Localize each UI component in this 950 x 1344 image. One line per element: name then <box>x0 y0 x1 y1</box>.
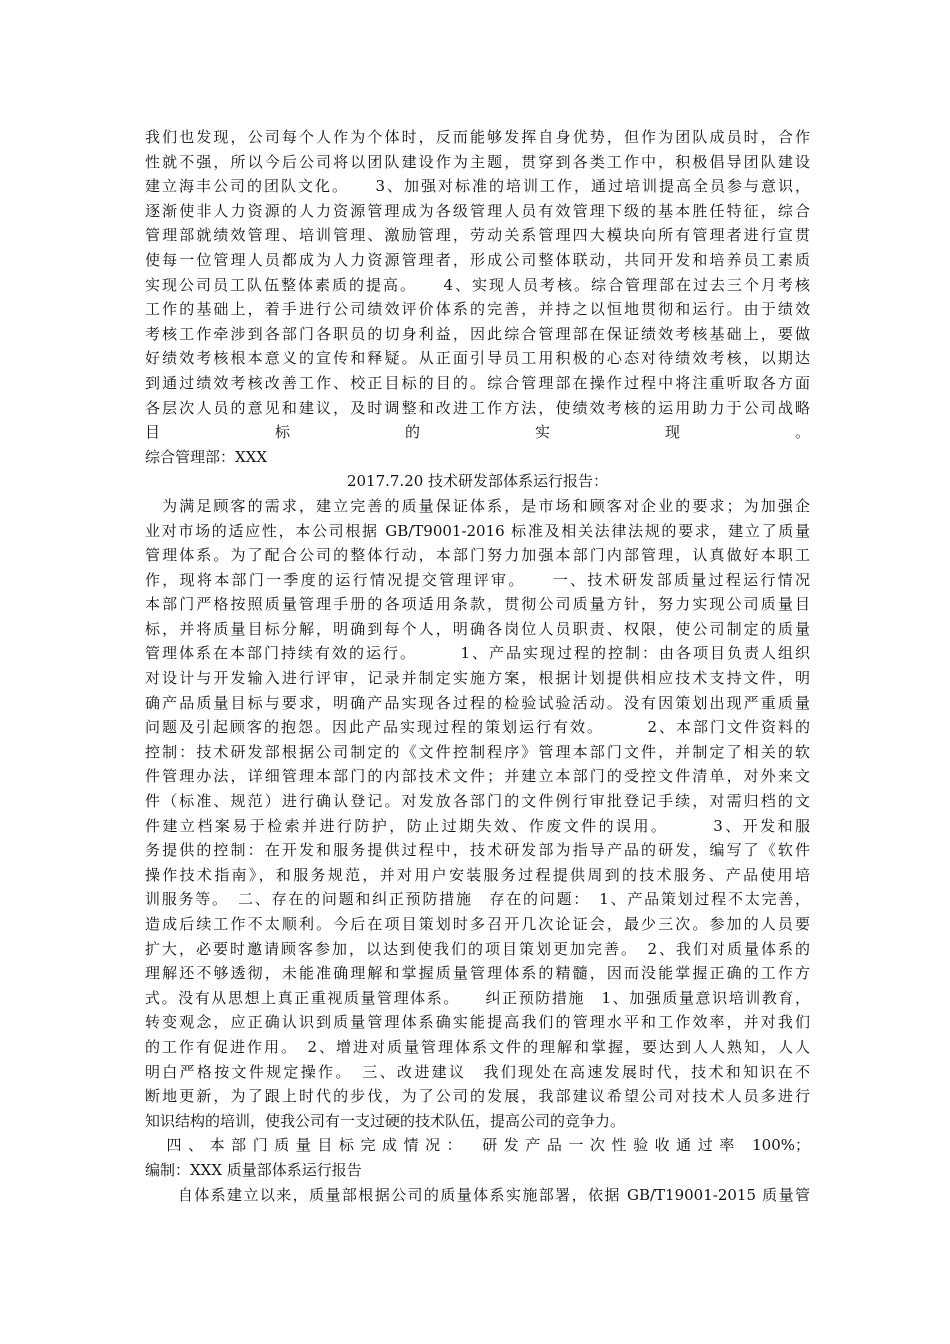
document-text-line: 件建立档案易于检索并进行防护，防止过期失效、作废文件的误用。 3、开发和服 <box>145 816 810 835</box>
document-page <box>145 125 810 1207</box>
document-text-line: 知识结构的培训，使我公司有一支过硬的技术队伍，提高公司的竞争力。 <box>145 1111 626 1130</box>
document-text-line: 的工作有促进作用。 2、增进对质量管理体系文件的理解和掌握，要达到人人熟知，人人 <box>145 1037 810 1056</box>
document-text-line: 管理体系。为了配合公司的整体行动，本部门努力加强本部门内部管理，认真做好本职工 <box>145 546 810 565</box>
document-text-line: 扩大，必要时邀请顾客参加，以达到使我们的项目策划更加完善。 2、我们对质量体系的 <box>145 939 810 958</box>
document-text-line: 造成后续工作不太顺利。今后在项目策划时多召开几次论证会，最少三次。参加的人员要 <box>145 915 810 933</box>
document-text-line: 管理部就绩效管理、培训管理、激励管理，劳动关系管理四大模块向所有管理者进行宣贯 <box>145 226 810 245</box>
document-text-line: 作，现将本部门一季度的运行情况提交管理评审。 一、技术研发部质量过程运行情况 <box>145 570 810 589</box>
document-text-line: 断地更新，为了跟上时代的步伐，为了公司的发展，我部建议希望公司对技术人员多进行 <box>145 1087 810 1106</box>
document-text-line: 考核工作牵涉到各部门各职员的切身利益，因此综合管理部在保证绩效考核基础上，要做 <box>145 324 810 343</box>
document-text-line: 编制：XXX 质量部体系运行报告 <box>145 1160 362 1179</box>
document-text-line: 目 标 的 实 现 。 <box>145 423 810 442</box>
document-text-line: 件（标准、规范）进行确认登记。对发放各部门的文件例行审批登记手续，对需归档的文 <box>145 792 810 811</box>
document-text-line: 好绩效考核根本意义的宣传和释疑。从正面引导员工用积极的心态对待绩效考核，以期达 <box>145 349 810 368</box>
document-text-line: 工作的基础上，着手进行公司绩效评价体系的完善，并持之以恒地贯彻和运行。由于绩效 <box>145 300 810 319</box>
document-text-line: 综合管理部：XXX <box>145 447 268 466</box>
document-text-line: 到通过绩效考核改善工作、校正目标的目的。综合管理部在操作过程中将注重听取各方面 <box>145 373 810 392</box>
document-text-line: 标，并将质量目标分解，明确到每个人，明确各岗位人员职责、权限，使公司制定的质量 <box>145 619 810 638</box>
document-text-line: 各层次人员的意见和建议，及时调整和改进工作方法，使绩效考核的运用助力于公司战略 <box>145 398 810 417</box>
document-text-line: 使每一位管理人员都成为人力资源管理者，形成公司整体联动，共同开发和培养员工素质 <box>145 250 810 269</box>
document-text-line: 式。没有从思想上真正重视质量管理体系。 纠正预防措施 1、加强质量意识培训教育， <box>145 988 810 1007</box>
document-text-line: 转变观念，应正确认识到质量管理体系确实能提高我们的管理水平和工作效率，并对我们 <box>145 1013 810 1032</box>
document-text-line: 建立海丰公司的团队文化。 3、加强对标准的培训工作，通过培训提高全员参与意识， <box>145 177 810 196</box>
document-text-line: 性就不强，所以今后公司将以团队建设作为主题，贯穿到各类工作中，积极倡导团队建设 <box>145 152 810 171</box>
document-text-line: 四、本部门质量目标完成情况： 研发产品一次性验收通过率 100%； <box>145 1136 810 1155</box>
document-text-line: 逐渐使非人力资源的人力资源管理成为各级管理人员有效管理下级的基本胜任特征，综合 <box>145 201 810 220</box>
document-text-line: 对设计与开发输入进行评审，记录并制定实施方案，根据计划提供相应技术支持文件，明 <box>145 669 810 688</box>
document-text-line: 本部门严格按照质量管理手册的各项适用条款，贯彻公司质量方针，努力实现公司质量目 <box>145 595 810 614</box>
document-text-line: 确产品质量目标与要求，明确产品实现各过程的检验试验活动。没有因策划出现严重质量 <box>145 693 810 712</box>
document-text-line: 务提供的控制：在开发和服务提供过程中，技术研发部为指导产品的研发，编写了《软件 <box>145 841 810 860</box>
document-text-line: 训服务等。 二、存在的问题和纠正预防措施 存在的问题： 1、产品策划过程不太完善， <box>145 890 810 909</box>
document-text-line: 业对市场的适应性，本公司根据 GB/T9001-2016 标准及相关法律法规的要求，建立了质量 <box>145 521 810 540</box>
document-text-line: 操作技术指南》，和服务规范，并对用户安装服务过程提供周到的技术服务、产品使用培 <box>145 865 810 884</box>
document-text-line: 理解还不够透彻，未能准确理解和掌握质量管理体系的精髓，因而没能掌握正确的工作方 <box>145 964 810 983</box>
document-text-line: 管理体系在本部门持续有效的运行。 1、产品实现过程的控制：由各项目负责人组织 <box>145 644 810 663</box>
document-text-line: 问题及引起顾客的抱怨。因此产品实现过程的策划运行有效。 2、本部门文件资料的 <box>145 718 810 737</box>
document-text-line: 实现公司员工队伍整体素质的提高。 4、实现人员考核。综合管理部在过去三个月考核 <box>145 275 810 294</box>
document-text-line: 自体系建立以来，质量部根据公司的质量体系实施部署，依据 GB/T19001-2015 质量管 <box>145 1185 810 1204</box>
document-text-line: 控制：技术研发部根据公司制定的《文件控制程序》管理本部门文件，并制定了相关的软 <box>145 742 810 761</box>
document-text-line: 2017.7.20 技术研发部体系运行报告： <box>346 472 609 491</box>
document-text-line: 件管理办法，详细管理本部门的内部技术文件；并建立本部门的受控文件清单，对外来文 <box>145 767 810 786</box>
document-text-line: 我们也发现，公司每个人作为个体时，反而能够发挥自身优势，但作为团队成员时，合作 <box>145 128 810 146</box>
document-text-line: 为满足顾客的需求，建立完善的质量保证体系，是市场和顾客对企业的要求；为加强企 <box>145 496 810 515</box>
document-text-line: 明白严格按文件规定操作。 三、改进建议 我们现处在高速发展时代，技术和知识在不 <box>145 1062 810 1081</box>
